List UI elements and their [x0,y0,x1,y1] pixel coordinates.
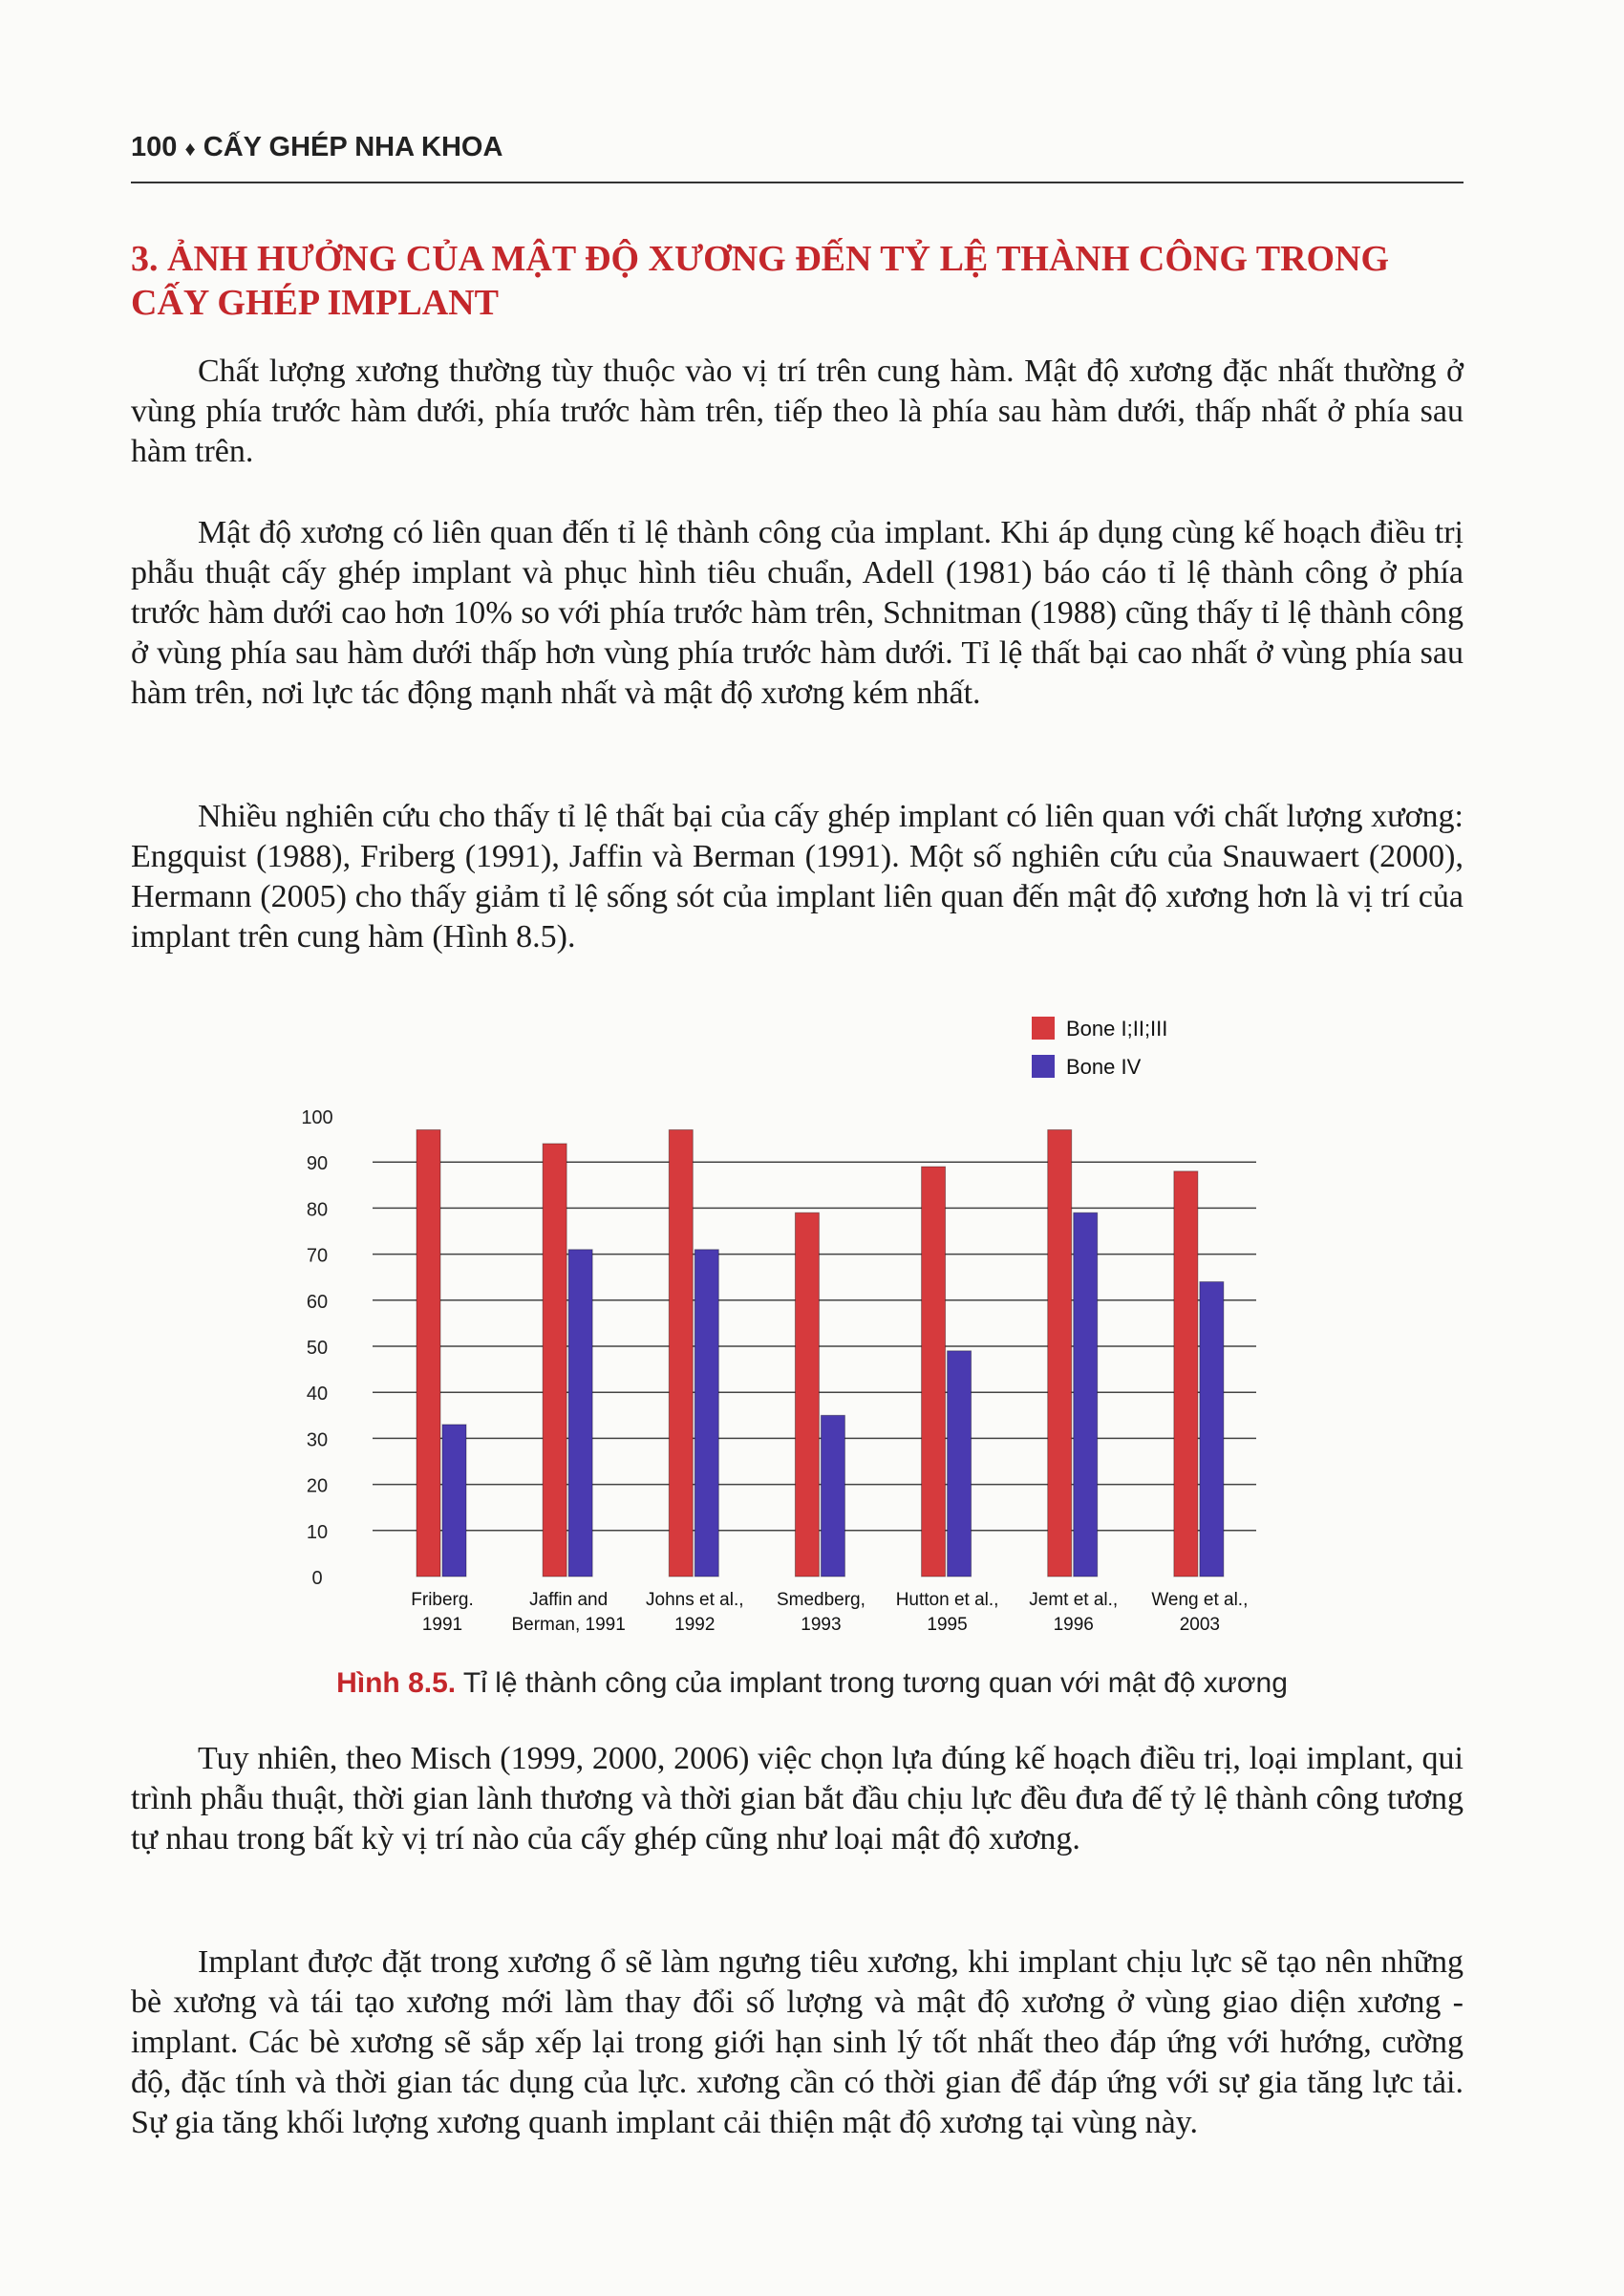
running-head [131,132,502,163]
x-tick-label: Berman, 1991 [511,1615,626,1634]
x-tick-label: Johns et al., [646,1590,744,1610]
x-tick-label: 1992 [674,1615,716,1634]
bar-bone-iv [694,1250,718,1577]
legend-swatch [1032,1017,1055,1040]
y-tick-label: 50 [306,1338,329,1359]
bar-bone-iv [442,1425,466,1577]
bar-bone-iv [1200,1282,1224,1577]
y-tick-label: 100 [301,1107,333,1128]
y-tick-label: 70 [306,1245,329,1267]
y-tick-label: 90 [306,1153,329,1175]
x-tick-label: Jaffin and [529,1590,609,1610]
x-tick-label: Jemt et al., [1029,1590,1119,1610]
y-tick-label: 0 [311,1568,323,1589]
bar-bone-i-ii-iii [922,1167,946,1577]
section-title: 3. ẢNH HƯỞNG CỦA MẬT ĐỘ XƯƠNG ĐẾN TỶ LỆ THÀNH CÔNG TRONG CẤY GHÉP IMPLANT [131,239,1390,323]
paragraph-1: Chất lượng xương thường tùy thuộc vào vị trí trên cung hàm. Mật độ xương đặc nhất thường ở vùng phía trước hàm dưới, phía trước hàm trên, tiếp theo là phía sau hàm dưới, thấp nhất ở phía sau hàm trên. [131,354,1464,469]
bar-bone-i-ii-iii [543,1144,566,1577]
book-title: CẤY GHÉP NHA KHOA [203,132,503,162]
header-rule [131,182,1464,183]
bone-density-bar-chart [287,1003,1299,1634]
figure-caption-text: Tỉ lệ thành công của implant trong tương quan với mật độ xương [462,1667,1288,1699]
y-tick-label: 30 [306,1429,329,1451]
x-tick-label: 1996 [1053,1615,1094,1634]
x-tick-label: Smedberg, [776,1590,865,1610]
x-tick-label: 1993 [801,1615,842,1634]
y-tick-label: 60 [306,1291,329,1313]
legend-swatch [1032,1055,1055,1078]
y-tick-label: 40 [306,1384,329,1405]
paragraph-2: Mật độ xương có liên quan đến tỉ lệ thành công của implant. Khi áp dụng cùng kế hoạch điều trị phẫu thuật cấy ghép implant và phục hình tiêu chuẩn, Adell (1981) báo cáo tỉ lệ thành công ở phía trước hàm dưới cao hơn 10% so với phía trước hàm trên, Schnitman (1988) cũng thấy tỉ lệ thành công ở vùng phía sau hàm dưới thấp hơn vùng phía trước hàm dưới. Tỉ lệ thất bại cao nhất ở vùng phía sau hàm trên, nơi lực tác động mạnh nhất và mật độ xương kém nhất. [131,515,1464,711]
y-tick-label: 20 [306,1475,329,1497]
page-number: 100 [131,132,178,162]
header-separator: ♦ [184,137,196,161]
bar-bone-i-ii-iii [417,1129,440,1577]
figure-label: Hình 8.5. [336,1667,457,1699]
bar-bone-i-ii-iii [795,1212,819,1577]
x-tick-label: 1991 [421,1615,463,1634]
paragraph-3: Nhiều nghiên cứu cho thấy tỉ lệ thất bại của cấy ghép implant có liên quan với chất lượng xương: Engquist (1988), Friberg (1991), Jaffin và Berman (1991). Một số nghiên cứu của Snauwaert (2000), Hermann (2005) cho thấy giảm tỉ lệ sống sót của implant liên quan đến mật độ xương hơn là vị trí của implant trên cung hàm (Hình 8.5). [131,799,1464,955]
x-tick-label: 2003 [1179,1615,1220,1634]
paragraph-5: Implant được đặt trong xương ổ sẽ làm ngưng tiêu xương, khi implant chịu lực sẽ tạo nên những bè xương và tái tạo xương mới làm thay đổi số lượng và mật độ xương ở vùng giao diện xương - implant. Các bè xương sẽ sắp xếp lại trong giới hạn sinh lý tốt nhất theo đáp ứng với hướng, cường độ, đặc tính và thời gian tác dụng của lực. xương cần có thời gian để đáp ứng với sự gia tăng lực tải. Sự gia tăng khối lượng xương quanh implant cải thiện mật độ xương tại vùng này. [131,1944,1464,2140]
bar-bone-iv [821,1415,844,1577]
bar-bone-i-ii-iii [1174,1171,1198,1577]
legend-label: Bone IV [1066,1055,1142,1079]
bar-bone-iv [1074,1212,1098,1577]
bar-bone-i-ii-iii [669,1129,693,1577]
y-tick-label: 10 [306,1521,329,1543]
x-tick-label: Weng et al., [1151,1590,1249,1610]
x-tick-label: Hutton et al., [895,1590,999,1610]
paragraph-4: Tuy nhiên, theo Misch (1999, 2000, 2006) việc chọn lựa đúng kế hoạch điều trị, loại implant, qui trình phẫu thuật, thời gian lành thương và thời gian bắt đầu chịu lực đều đưa đế tỷ lệ thành công tương tự nhau trong bất kỳ vị trí nào của cấy ghép cũng như loại mật độ xương. [131,1741,1464,1856]
y-tick-label: 80 [306,1199,329,1221]
legend-label: Bone I;II;III [1066,1017,1168,1041]
bar-bone-iv [948,1351,972,1577]
x-tick-label: 1995 [927,1615,968,1634]
x-tick-label: Friberg. [411,1590,474,1610]
figure-caption [0,1667,1624,1700]
bar-bone-iv [568,1250,592,1577]
bar-bone-i-ii-iii [1048,1129,1072,1577]
